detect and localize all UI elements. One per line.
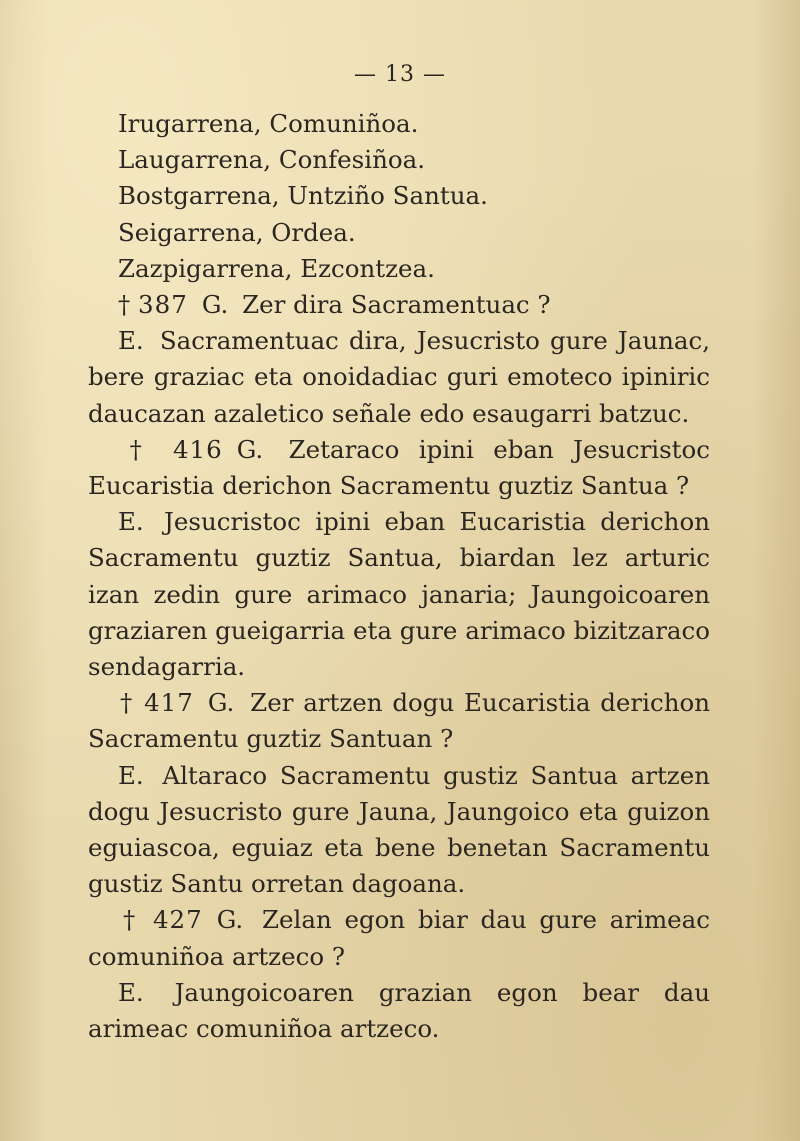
speaker-label: E. <box>118 326 144 356</box>
answer-paragraph <box>88 504 710 685</box>
answer-paragraph <box>88 323 710 432</box>
speaker-label: G. <box>216 905 244 935</box>
speaker-label: E. <box>118 760 144 790</box>
question-text: Zer dira Sacramentuac ? <box>242 290 551 320</box>
dagger-mark: † <box>118 905 141 935</box>
question-number: 417 <box>144 688 194 718</box>
list-line: Zazpigarrena, Ezcontzea. <box>118 253 435 283</box>
page-body <box>88 106 710 1047</box>
answer-text: Sacramentuac dira, Jesucristo gure Jaunac, bere graziac eta onoidadiac guri emoteco ipiniric daucazan azaletico señale edo esaugarri batzuc. <box>88 326 710 428</box>
list-line: Seigarrena, Ordea. <box>118 217 356 247</box>
answer-text: Jesucristoc ipini eban Eucaristia derichon Sacramentu guztiz Santua, biardan lez arturic izan zedin gure arimaco janaria; Jaungoicoaren graziaren gueigarria eta gure arimaco bizitzaraco sendagarria. <box>88 507 710 682</box>
question-number: 387 <box>138 290 188 320</box>
question-number: 427 <box>152 905 203 935</box>
speaker-label: G. <box>236 434 264 464</box>
speaker-label: G. <box>207 688 235 718</box>
question-text: Zer artzen dogu Eucaristia derichon Sacramentu guztiz Santuan ? <box>88 688 711 754</box>
page-number: — 13 — <box>354 62 446 87</box>
dagger-mark: † <box>118 290 131 320</box>
list-line: Bostgarrena, Untziño Santua. <box>118 181 488 211</box>
answer-text: Jaungoicoaren grazian egon bear dau arimeac comuniñoa artzeco. <box>88 977 710 1044</box>
answer-text: Altaraco Sacramentu gustiz Santua artzen dogu Jesucristo gure Jauna, Jaungoico eta guizon eguiascoa, eguiaz eta bene benetan Sacramentu gustiz Santu orretan dagoana. <box>88 760 710 899</box>
question-text: Zetaraco ipini eban Jesucristoc Eucaristia derichon Sacramentu guztiz Santua ? <box>88 434 711 501</box>
speaker-label: E. <box>118 977 144 1007</box>
list-line: Irugarrena, Comuniñoa. <box>118 109 419 138</box>
answer-paragraph <box>88 758 710 903</box>
speaker-label: G. <box>201 290 229 320</box>
answer-paragraph <box>88 975 710 1047</box>
question-paragraph <box>88 685 710 757</box>
dagger-mark: † <box>118 434 154 464</box>
question-paragraph <box>88 432 710 504</box>
question-text: Zelan egon biar dau gure arimeac comuniñoa artzeco ? <box>88 905 711 971</box>
dagger-mark: † <box>118 688 135 718</box>
speaker-label: E. <box>118 507 144 537</box>
question-paragraph <box>88 902 710 974</box>
question-number: 416 <box>172 434 223 464</box>
question-paragraph <box>88 287 710 323</box>
list-line: Laugarrena, Confesiñoa. <box>118 145 426 175</box>
